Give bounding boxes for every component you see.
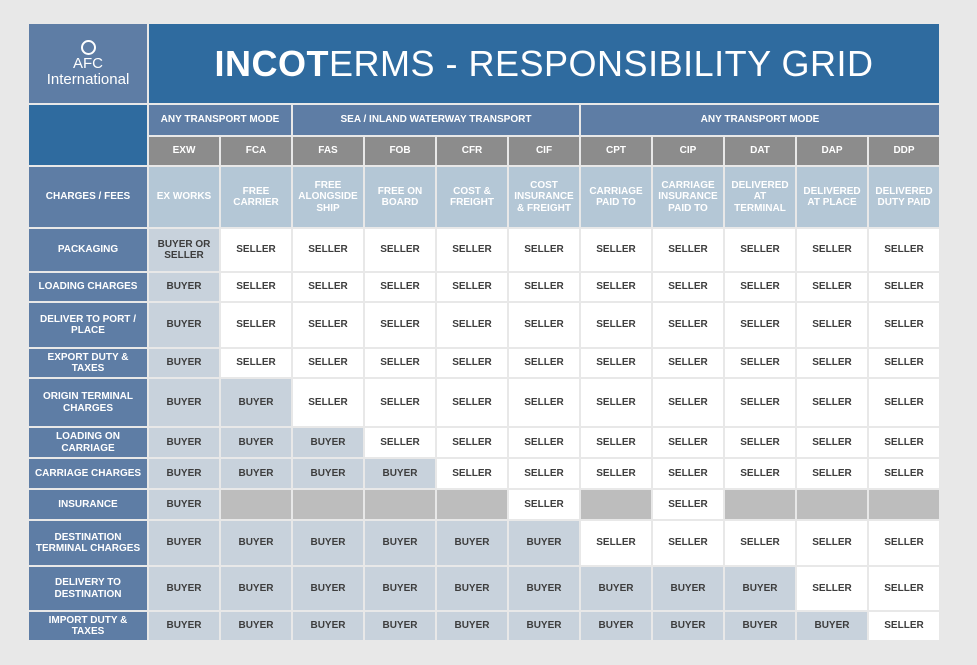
- responsibility-cell: SELLER: [869, 521, 939, 565]
- responsibility-cell: SELLER: [653, 521, 723, 565]
- responsibility-cell: SELLER: [509, 490, 579, 519]
- responsibility-cell: SELLER: [725, 229, 795, 271]
- responsibility-cell: SELLER: [653, 379, 723, 426]
- responsibility-cell: SELLER: [869, 428, 939, 457]
- responsibility-cell: BUYER: [653, 567, 723, 610]
- responsibility-cell: SELLER: [797, 459, 867, 488]
- responsibility-cell: BUYER OR SELLER: [149, 229, 219, 271]
- responsibility-cell: SELLER: [797, 349, 867, 377]
- responsibility-cell: SELLER: [653, 303, 723, 347]
- table-row: [29, 303, 939, 347]
- responsibility-cell: BUYER: [293, 428, 363, 457]
- responsibility-cell: BUYER: [149, 567, 219, 610]
- responsibility-cell: BUYER: [149, 428, 219, 457]
- responsibility-cell: SELLER: [437, 349, 507, 377]
- responsibility-cell: SELLER: [869, 273, 939, 301]
- responsibility-cell: SELLER: [653, 349, 723, 377]
- term-code-dat: DAT: [725, 137, 795, 165]
- responsibility-cell: SELLER: [581, 303, 651, 347]
- responsibility-cell: SELLER: [437, 303, 507, 347]
- responsibility-cell: BUYER: [149, 349, 219, 377]
- responsibility-cell: SELLER: [365, 379, 435, 426]
- responsibility-cell: SELLER: [869, 303, 939, 347]
- responsibility-cell: SELLER: [365, 273, 435, 301]
- responsibility-cell: SELLER: [437, 229, 507, 271]
- responsibility-cell: BUYER: [149, 459, 219, 488]
- responsibility-cell: SELLER: [581, 273, 651, 301]
- row-label: ORIGIN TERMINAL CHARGES: [29, 379, 147, 426]
- responsibility-cell: SELLER: [221, 229, 291, 271]
- term-code-fca: FCA: [221, 137, 291, 165]
- empty-cell: [797, 490, 867, 519]
- table-row: [29, 459, 939, 488]
- responsibility-cell: SELLER: [725, 521, 795, 565]
- company-logo: [29, 24, 147, 103]
- charges-fees-header: CHARGES / FEES: [29, 167, 147, 227]
- term-name-cif: COST INSURANCE & FREIGHT: [509, 167, 579, 227]
- responsibility-cell: BUYER: [221, 612, 291, 640]
- table-row: [29, 490, 939, 519]
- responsibility-cell: SELLER: [221, 273, 291, 301]
- responsibility-cell: BUYER: [149, 490, 219, 519]
- responsibility-cell: BUYER: [437, 612, 507, 640]
- responsibility-cell: BUYER: [725, 567, 795, 610]
- responsibility-cell: SELLER: [797, 379, 867, 426]
- table-row: [29, 428, 939, 457]
- responsibility-cell: SELLER: [797, 273, 867, 301]
- term-code-ddp: DDP: [869, 137, 939, 165]
- responsibility-cell: SELLER: [869, 229, 939, 271]
- responsibility-cell: SELLER: [653, 490, 723, 519]
- table-row: [29, 229, 939, 271]
- responsibility-cell: SELLER: [725, 303, 795, 347]
- responsibility-cell: BUYER: [365, 612, 435, 640]
- responsibility-cell: BUYER: [509, 612, 579, 640]
- responsibility-cell: BUYER: [293, 521, 363, 565]
- responsibility-cell: SELLER: [509, 379, 579, 426]
- term-code-fas: FAS: [293, 137, 363, 165]
- responsibility-cell: SELLER: [221, 303, 291, 347]
- row-label: EXPORT DUTY & TAXES: [29, 349, 147, 377]
- responsibility-cell: SELLER: [581, 379, 651, 426]
- term-code-cpt: CPT: [581, 137, 651, 165]
- responsibility-cell: SELLER: [509, 459, 579, 488]
- term-code-dap: DAP: [797, 137, 867, 165]
- row-label: INSURANCE: [29, 490, 147, 519]
- responsibility-cell: BUYER: [653, 612, 723, 640]
- responsibility-cell: SELLER: [653, 428, 723, 457]
- responsibility-cell: BUYER: [365, 521, 435, 565]
- row-label: PACKAGING: [29, 229, 147, 271]
- responsibility-cell: SELLER: [509, 428, 579, 457]
- responsibility-cell: BUYER: [293, 459, 363, 488]
- responsibility-cell: BUYER: [725, 612, 795, 640]
- row-label: DELIVER TO PORT / PLACE: [29, 303, 147, 347]
- empty-cell: [869, 490, 939, 519]
- responsibility-cell: BUYER: [293, 567, 363, 610]
- term-name-fas: FREE ALONGSIDE SHIP: [293, 167, 363, 227]
- title-bold-part: INCOT: [214, 42, 330, 84]
- empty-cell: [581, 490, 651, 519]
- responsibility-cell: SELLER: [581, 521, 651, 565]
- responsibility-cell: SELLER: [581, 349, 651, 377]
- responsibility-cell: SELLER: [653, 229, 723, 271]
- page-title: [149, 24, 939, 103]
- responsibility-cell: SELLER: [797, 303, 867, 347]
- responsibility-cell: BUYER: [365, 459, 435, 488]
- transport-group-header: ANY TRANSPORT MODE: [581, 105, 939, 135]
- responsibility-cell: SELLER: [653, 459, 723, 488]
- responsibility-cell: BUYER: [365, 567, 435, 610]
- responsibility-cell: SELLER: [509, 273, 579, 301]
- row-label: CARRIAGE CHARGES: [29, 459, 147, 488]
- logo-line-1: AFC: [73, 54, 103, 72]
- responsibility-cell: SELLER: [437, 379, 507, 426]
- responsibility-cell: SELLER: [293, 303, 363, 347]
- empty-cell: [437, 490, 507, 519]
- term-name-cpt: CARRIAGE PAID TO: [581, 167, 651, 227]
- row-label: LOADING ON CARRIAGE: [29, 428, 147, 457]
- responsibility-cell: SELLER: [437, 273, 507, 301]
- term-code-exw: EXW: [149, 137, 219, 165]
- responsibility-cell: SELLER: [725, 349, 795, 377]
- responsibility-cell: SELLER: [293, 349, 363, 377]
- table-row: [29, 567, 939, 610]
- responsibility-cell: SELLER: [797, 229, 867, 271]
- empty-cell: [221, 490, 291, 519]
- responsibility-cell: BUYER: [509, 521, 579, 565]
- term-name-exw: EX WORKS: [149, 167, 219, 227]
- responsibility-cell: SELLER: [293, 273, 363, 301]
- responsibility-cell: SELLER: [797, 521, 867, 565]
- logo-line-2: International: [46, 70, 130, 88]
- responsibility-cell: SELLER: [365, 428, 435, 457]
- title-rest-part: ERMS - RESPONSIBILITY GRID: [329, 42, 874, 84]
- responsibility-cell: SELLER: [509, 303, 579, 347]
- responsibility-cell: BUYER: [437, 567, 507, 610]
- responsibility-cell: SELLER: [725, 379, 795, 426]
- responsibility-cell: BUYER: [221, 567, 291, 610]
- responsibility-cell: SELLER: [293, 229, 363, 271]
- responsibility-cell: BUYER: [221, 521, 291, 565]
- responsibility-cell: SELLER: [437, 459, 507, 488]
- term-code-cip: CIP: [653, 137, 723, 165]
- responsibility-cell: BUYER: [293, 612, 363, 640]
- responsibility-cell: BUYER: [149, 379, 219, 426]
- term-name-dat: DELIVERED AT TERMINAL: [725, 167, 795, 227]
- table-row: [29, 273, 939, 301]
- responsibility-cell: BUYER: [581, 612, 651, 640]
- row-label: DESTINATION TERMINAL CHARGES: [29, 521, 147, 565]
- responsibility-cell: SELLER: [365, 229, 435, 271]
- responsibility-cell: SELLER: [221, 349, 291, 377]
- table-row: [29, 349, 939, 377]
- responsibility-cell: SELLER: [869, 349, 939, 377]
- responsibility-cell: BUYER: [149, 273, 219, 301]
- responsibility-cell: BUYER: [221, 459, 291, 488]
- responsibility-cell: SELLER: [509, 349, 579, 377]
- term-name-cfr: COST & FREIGHT: [437, 167, 507, 227]
- table-row: [29, 379, 939, 426]
- term-code-fob: FOB: [365, 137, 435, 165]
- responsibility-cell: SELLER: [581, 428, 651, 457]
- responsibility-cell: SELLER: [869, 612, 939, 640]
- responsibility-cell: SELLER: [581, 229, 651, 271]
- responsibility-cell: BUYER: [581, 567, 651, 610]
- responsibility-cell: BUYER: [437, 521, 507, 565]
- responsibility-cell: SELLER: [869, 379, 939, 426]
- logo-ring-icon: [81, 40, 96, 55]
- responsibility-cell: SELLER: [581, 459, 651, 488]
- table-row: [29, 612, 939, 640]
- term-name-fca: FREE CARRIER: [221, 167, 291, 227]
- transport-group-header: SEA / INLAND WATERWAY TRANSPORT: [293, 105, 579, 135]
- responsibility-cell: SELLER: [725, 459, 795, 488]
- responsibility-cell: BUYER: [221, 428, 291, 457]
- term-name-fob: FREE ON BOARD: [365, 167, 435, 227]
- responsibility-cell: SELLER: [437, 428, 507, 457]
- empty-cell: [725, 490, 795, 519]
- term-code-cif: CIF: [509, 137, 579, 165]
- responsibility-cell: BUYER: [797, 612, 867, 640]
- responsibility-cell: BUYER: [509, 567, 579, 610]
- responsibility-cell: SELLER: [797, 567, 867, 610]
- responsibility-cell: SELLER: [365, 303, 435, 347]
- header-corner: [29, 105, 147, 165]
- empty-cell: [293, 490, 363, 519]
- responsibility-cell: SELLER: [869, 459, 939, 488]
- responsibility-cell: SELLER: [869, 567, 939, 610]
- term-name-ddp: DELIVERED DUTY PAID: [869, 167, 939, 227]
- table-row: [29, 521, 939, 565]
- responsibility-cell: SELLER: [725, 273, 795, 301]
- responsibility-cell: SELLER: [725, 428, 795, 457]
- row-label: LOADING CHARGES: [29, 273, 147, 301]
- empty-cell: [365, 490, 435, 519]
- responsibility-cell: SELLER: [365, 349, 435, 377]
- responsibility-cell: SELLER: [293, 379, 363, 426]
- row-label: IMPORT DUTY & TAXES: [29, 612, 147, 640]
- incoterms-grid: [27, 22, 941, 642]
- row-label: DELIVERY TO DESTINATION: [29, 567, 147, 610]
- responsibility-cell: BUYER: [221, 379, 291, 426]
- term-name-dap: DELIVERED AT PLACE: [797, 167, 867, 227]
- responsibility-cell: SELLER: [797, 428, 867, 457]
- responsibility-cell: BUYER: [149, 303, 219, 347]
- responsibility-cell: SELLER: [509, 229, 579, 271]
- responsibility-cell: BUYER: [149, 612, 219, 640]
- term-code-cfr: CFR: [437, 137, 507, 165]
- term-name-cip: CARRIAGE INSURANCE PAID TO: [653, 167, 723, 227]
- responsibility-cell: SELLER: [653, 273, 723, 301]
- transport-group-header: ANY TRANSPORT MODE: [149, 105, 291, 135]
- responsibility-cell: BUYER: [149, 521, 219, 565]
